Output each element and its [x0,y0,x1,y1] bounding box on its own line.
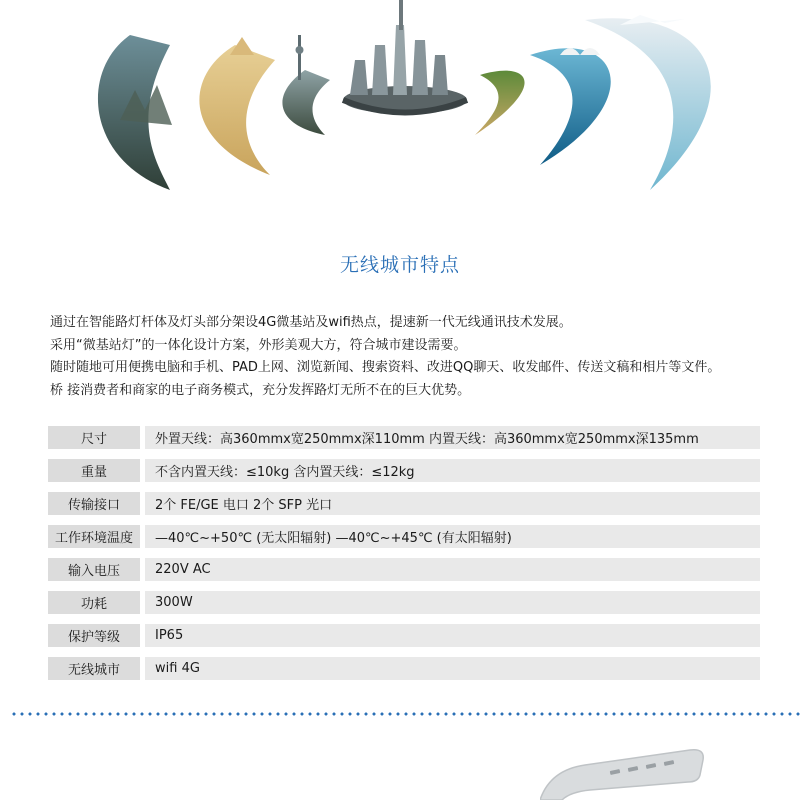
tropical-coast-segment [475,71,525,135]
spec-value: 300W [145,591,760,614]
spec-value: wifi 4G [145,657,760,680]
spec-row-voltage [48,558,760,581]
intro-line: 通过在智能路灯杆体及灯头部分架设4G微基站及wifi热点，提速新一代无线通讯技术发展。 [50,315,572,330]
city-skyline-segment [282,70,330,135]
spec-value: 外置天线：高360mmx宽250mmx深110mm 内置天线：高360mmx宽250mmx深135mm [145,426,760,449]
spec-row-interface [48,492,760,515]
desert-segment [199,45,275,175]
spec-row-wireless [48,657,760,680]
spec-label: 传输接口 [48,492,140,515]
spec-row-size [48,426,760,449]
street-lamp-head-icon [540,740,710,800]
spec-value: 220V AC [145,558,760,581]
harbor-sea-segment [530,48,611,165]
intro-line: 采用“微基站灯”的一体化设计方案，外形美观大方，符合城市建设需要。 [50,337,467,353]
spec-row-temperature [48,525,760,548]
dotted-divider [10,712,800,716]
spec-row-power [48,591,760,614]
spec-value: IP65 [145,624,760,647]
city-landscape-banner [60,0,750,200]
spec-label: 输入电压 [48,558,140,581]
spec-row-weight [48,459,760,482]
spec-label: 工作环境温度 [48,525,140,548]
spec-label: 保护等级 [48,624,140,647]
section-title: 无线城市特点 [339,254,460,276]
intro-line: 随时随地可用便携电脑和手机、PAD上网、浏览新闻、搜索资料、改进QQ聊天、收发邮件、传送文稿和相片等文件。 [50,360,721,375]
spec-value: 2个 FE/GE 电口 2个 SFP 光口 [145,492,760,515]
spec-label: 无线城市 [48,657,140,680]
spec-label: 重量 [48,459,140,482]
spec-value: 不含内置天线：≤10kg 含内置天线：≤12kg [145,459,760,482]
spec-label: 功耗 [48,591,140,614]
intro-paragraph [50,312,770,402]
intro-line: 桥 接消费者和商家的电子商务模式，充分发挥路灯无所不在的巨大优势。 [50,382,471,398]
spec-value: —40℃~+50℃ (无太阳辐射) —40℃~+45℃ (有太阳辐射) [145,525,760,548]
spec-row-protection [48,624,760,647]
spec-label: 尺寸 [48,426,140,449]
spec-table [48,426,760,690]
